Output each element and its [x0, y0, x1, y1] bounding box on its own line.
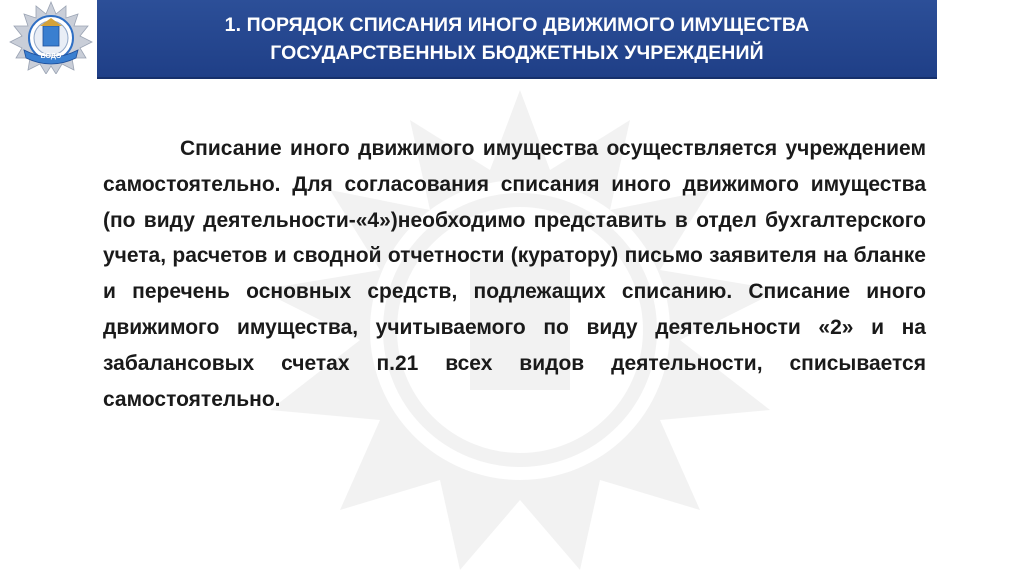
title-bar [97, 0, 937, 79]
body-paragraph: Списание иного движимого имущества осуществляется учреждением самостоятельно. Для согласования списания иного движимого имущества (по виду деятельности-«4»)необходимо представить в отдел бухгалтерского учета, расчетов и сводной отчетности (куратору) письмо заявителя на бланке и перечень основных средств, подлежащих списанию. Списание иного движимого имущества, учитываемого по виду деятельности «2» и на забалансовых счетах п.21 всех видов деятельности, списывается самостоятельно. [103, 137, 926, 411]
logo-text: ВОДО [40, 53, 62, 60]
slide-title: 1. ПОРЯДОК СПИСАНИЯ ИНОГО ДВИЖИМОГО ИМУЩЕСТВА ГОСУДАРСТВЕННЫХ БЮДЖЕТНЫХ УЧРЕЖДЕНИЙ [224, 13, 810, 64]
emblem-badge-icon [2, 0, 100, 74]
